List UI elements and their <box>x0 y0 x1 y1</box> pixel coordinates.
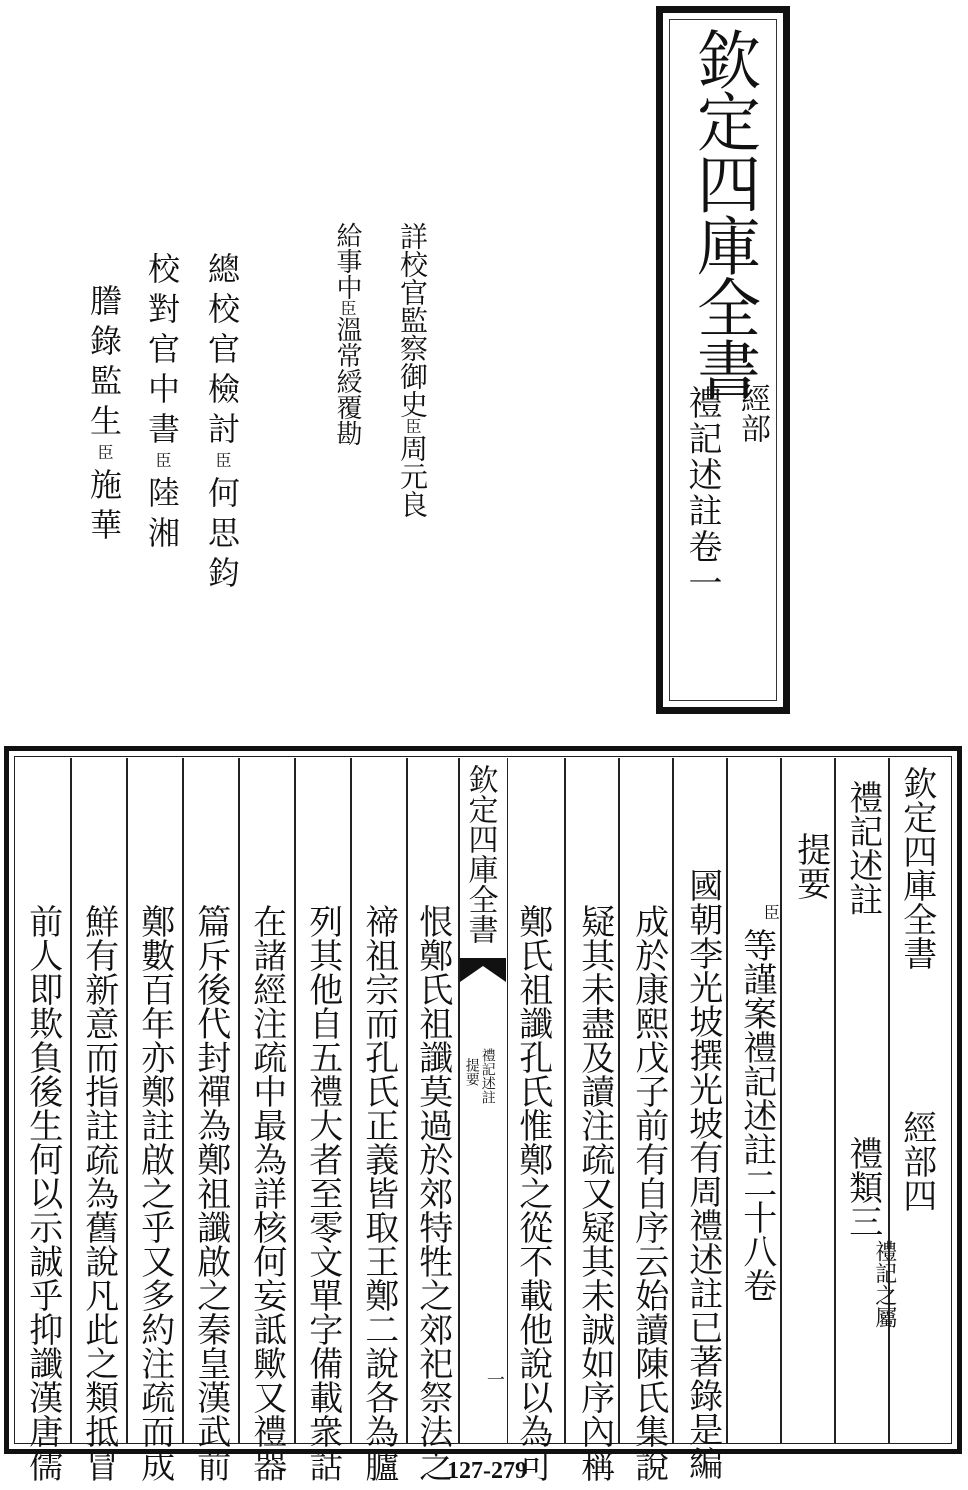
text-column-2: 國朝李光坡撰光坡有周禮述註已著錄是編 <box>682 868 723 1480</box>
text-column-9: 在諸經注疏中最為詳核何妄詆歟又禮器 <box>246 904 287 1482</box>
column-rule <box>350 758 352 1444</box>
text-column-1: 等謹案禮記述註二十八卷 <box>736 928 777 1302</box>
text-column-13: 前人即欺負後生何以示誠乎抑讖漢唐儒 <box>22 904 63 1482</box>
class-sub: 禮記之屬 <box>871 1240 897 1328</box>
text-column-7: 禘祖宗而孔氏正義皆取王鄭二說各為臚 <box>358 904 399 1482</box>
fishtail-mark <box>458 956 508 984</box>
chief-name: 何思鈞 <box>203 476 241 596</box>
col1-chen: 臣 <box>761 904 781 920</box>
text-column-12: 鮮有新意而指註疏為舊說凡此之類抵冒 <box>78 904 119 1482</box>
proof-chen: 臣 <box>153 452 172 476</box>
text-column-3: 成於康熙戊子前有自序云始讀陳氏集說 <box>628 904 669 1482</box>
copy-chen: 臣 <box>95 444 114 468</box>
column-rule <box>834 758 836 1444</box>
text-column-6: 恨鄭氏祖讖莫過於郊特牲之郊祀祭法之 <box>412 904 453 1482</box>
reviewer-title-1: 詳校官監察御史 <box>396 222 429 418</box>
staff-copy <box>85 284 123 548</box>
title-main: 欽定四庫全書 <box>686 27 760 399</box>
column-rule <box>126 758 128 1444</box>
column-rule <box>888 758 890 1444</box>
proof-title: 校對官中書 <box>143 252 181 452</box>
chief-chen: 臣 <box>213 452 232 476</box>
reviewer-name-2: 溫常綬覆勘 <box>332 316 362 446</box>
center-fold-edge <box>507 758 509 1444</box>
column-rule <box>294 758 296 1444</box>
staff-chief <box>203 252 241 596</box>
column-rule <box>672 758 674 1444</box>
column-rule <box>618 758 620 1444</box>
copy-name: 施華 <box>85 468 123 548</box>
text-column-11: 鄭數百年亦鄭註啟之乎又多約注疏而成 <box>134 904 175 1482</box>
reviewer-name-1: 周元良 <box>396 434 429 518</box>
proof-name: 陸湘 <box>143 476 181 556</box>
text-column-4: 疑其未盡及讀注疏又疑其未誠如序內稱 <box>574 904 615 1482</box>
column-rule <box>182 758 184 1444</box>
staff-proof <box>143 252 181 556</box>
page-header: 欽定四庫全書 <box>896 766 937 970</box>
center-tiyao: 提要 <box>463 1058 480 1086</box>
title-book: 禮記述註卷一 <box>682 385 722 601</box>
column-rule <box>406 758 408 1444</box>
title-category: 經部 <box>735 383 770 443</box>
tiyao-heading: 提要 <box>790 832 831 900</box>
column-rule <box>70 758 72 1444</box>
copy-title: 謄錄監生 <box>85 284 123 444</box>
center-fold-edge <box>458 758 460 1444</box>
book-title: 禮記述註 <box>842 780 883 916</box>
text-column-8: 列其他自五禮大者至零文單字備載衆詁 <box>302 904 343 1482</box>
center-book: 禮記述註 <box>479 1048 496 1104</box>
page-section: 經部四 <box>896 1110 937 1212</box>
center-page: 一 <box>483 1370 505 1388</box>
text-column-5: 鄭氏祖讖孔氏惟鄭之從不載他說以為可 <box>512 904 553 1482</box>
center-title: 欽定四庫全書 <box>462 764 498 944</box>
class-main: 禮類三 <box>842 1136 883 1238</box>
chief-title: 總校官檢討 <box>203 252 241 452</box>
reviewer-chen-1: 臣 <box>403 418 422 434</box>
column-rule <box>238 758 240 1444</box>
reviewer-chen-2: 臣 <box>338 300 357 316</box>
column-rule <box>780 758 782 1444</box>
column-rule <box>564 758 566 1444</box>
center-fold <box>458 758 508 1444</box>
staff-reviewer-1 <box>396 222 429 518</box>
text-column-10: 篇斥後代封禪為鄭祖讖啟之秦皇漢武前 <box>190 904 231 1482</box>
page-number: 127-279 <box>447 1458 527 1484</box>
column-rule <box>726 758 728 1444</box>
reviewer-title-2: 給事中 <box>332 222 362 300</box>
staff-reviewer-2 <box>334 222 360 446</box>
title-label <box>656 6 790 714</box>
